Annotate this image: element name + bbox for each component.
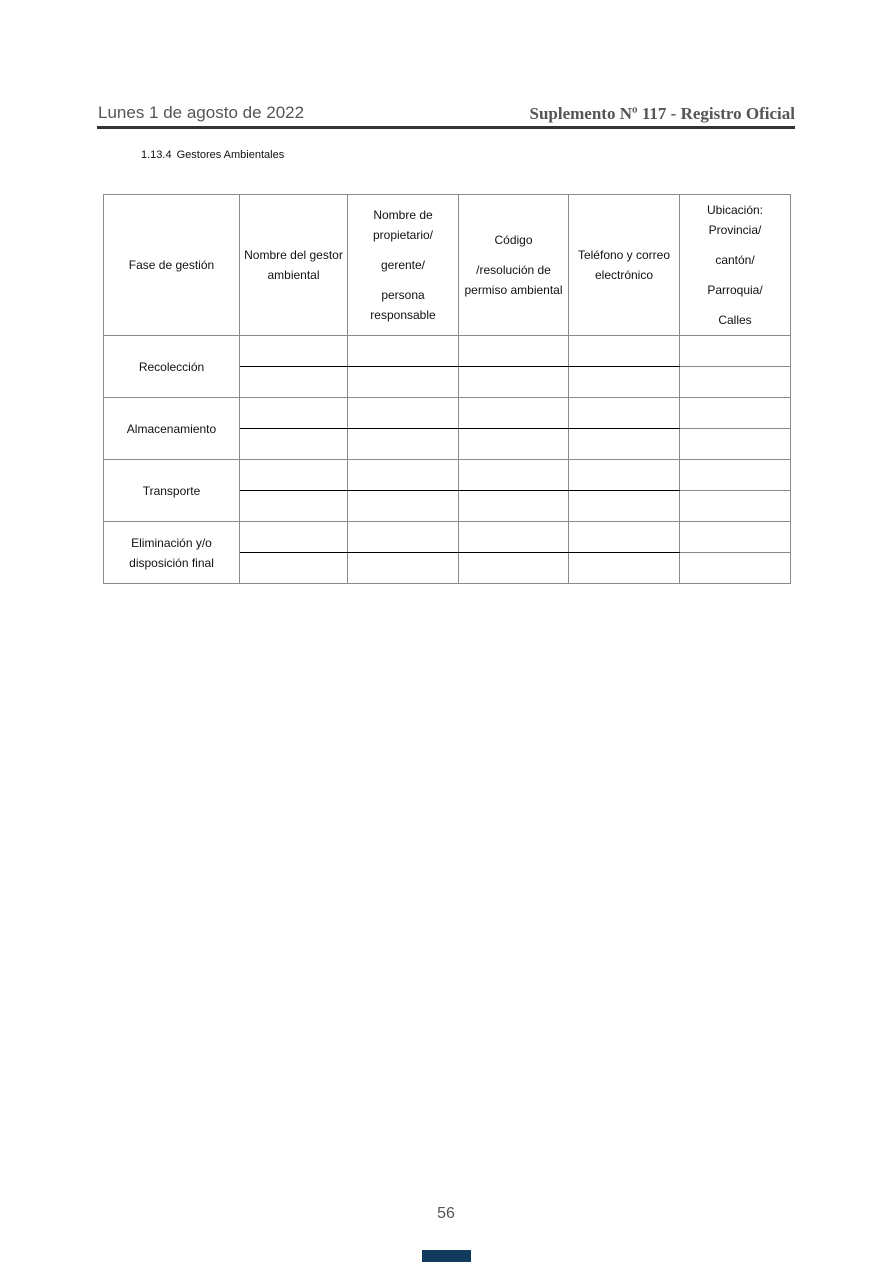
table-row xyxy=(104,522,791,553)
table-cell xyxy=(240,367,348,398)
header-owner: Nombre de propietario/ gerente/ persona responsable xyxy=(348,195,459,336)
table-row xyxy=(104,460,791,491)
table-row xyxy=(104,398,791,429)
table-cell xyxy=(240,522,348,553)
header-code: Código /resolución de permiso ambiental xyxy=(459,195,569,336)
table-cell xyxy=(680,336,791,367)
phase-cell: Almacenamiento xyxy=(104,398,240,460)
header-manager-name: Nombre del gestor ambiental xyxy=(240,195,348,336)
table-cell xyxy=(348,491,459,522)
table-cell xyxy=(348,553,459,584)
phase-cell: Transporte xyxy=(104,460,240,522)
header-location: Ubicación: Provincia/ cantón/ Parroquia/ Calles xyxy=(680,195,791,336)
table-cell xyxy=(348,460,459,491)
table-cell xyxy=(459,522,569,553)
table-cell xyxy=(569,336,680,367)
table-cell xyxy=(348,429,459,460)
table-cell xyxy=(459,336,569,367)
table-row xyxy=(104,336,791,367)
table-cell xyxy=(240,429,348,460)
table-cell xyxy=(459,429,569,460)
table-cell xyxy=(240,460,348,491)
table-cell xyxy=(680,429,791,460)
table-cell xyxy=(459,367,569,398)
table-cell xyxy=(680,491,791,522)
table-cell xyxy=(348,367,459,398)
header-date: Lunes 1 de agosto de 2022 xyxy=(98,103,305,122)
table-cell xyxy=(569,491,680,522)
section-heading xyxy=(141,149,284,161)
page-number: 56 xyxy=(437,1205,455,1222)
header-divider xyxy=(97,126,795,129)
header-publication: Suplemento Nº 117 - Registro Oficial xyxy=(529,104,795,123)
table-cell xyxy=(569,553,680,584)
phase-cell: Recolección xyxy=(104,336,240,398)
table-cell xyxy=(348,398,459,429)
table-cell xyxy=(240,491,348,522)
section-number: 1.13.4 xyxy=(141,149,172,161)
table-cell xyxy=(240,398,348,429)
table-cell xyxy=(680,460,791,491)
phase-cell: Eliminación y/o disposición final xyxy=(104,522,240,584)
table-cell xyxy=(569,429,680,460)
table-cell xyxy=(348,336,459,367)
table-cell xyxy=(569,367,680,398)
table-cell xyxy=(569,460,680,491)
table-cell xyxy=(569,398,680,429)
table-cell xyxy=(240,336,348,367)
table-header-row xyxy=(104,195,791,336)
table-cell xyxy=(240,553,348,584)
table-cell xyxy=(459,491,569,522)
header-phase: Fase de gestión xyxy=(104,195,240,336)
table-cell xyxy=(680,398,791,429)
table-cell xyxy=(680,367,791,398)
environmental-managers-table xyxy=(103,194,791,584)
table-cell xyxy=(459,460,569,491)
table-cell xyxy=(459,553,569,584)
table-cell xyxy=(569,522,680,553)
table-cell xyxy=(459,398,569,429)
table-cell xyxy=(348,522,459,553)
footer-bar xyxy=(422,1250,471,1262)
table-cell xyxy=(680,553,791,584)
table-cell xyxy=(680,522,791,553)
section-title: Gestores Ambientales xyxy=(176,149,285,161)
header-contact: Teléfono y correo electrónico xyxy=(569,195,680,336)
